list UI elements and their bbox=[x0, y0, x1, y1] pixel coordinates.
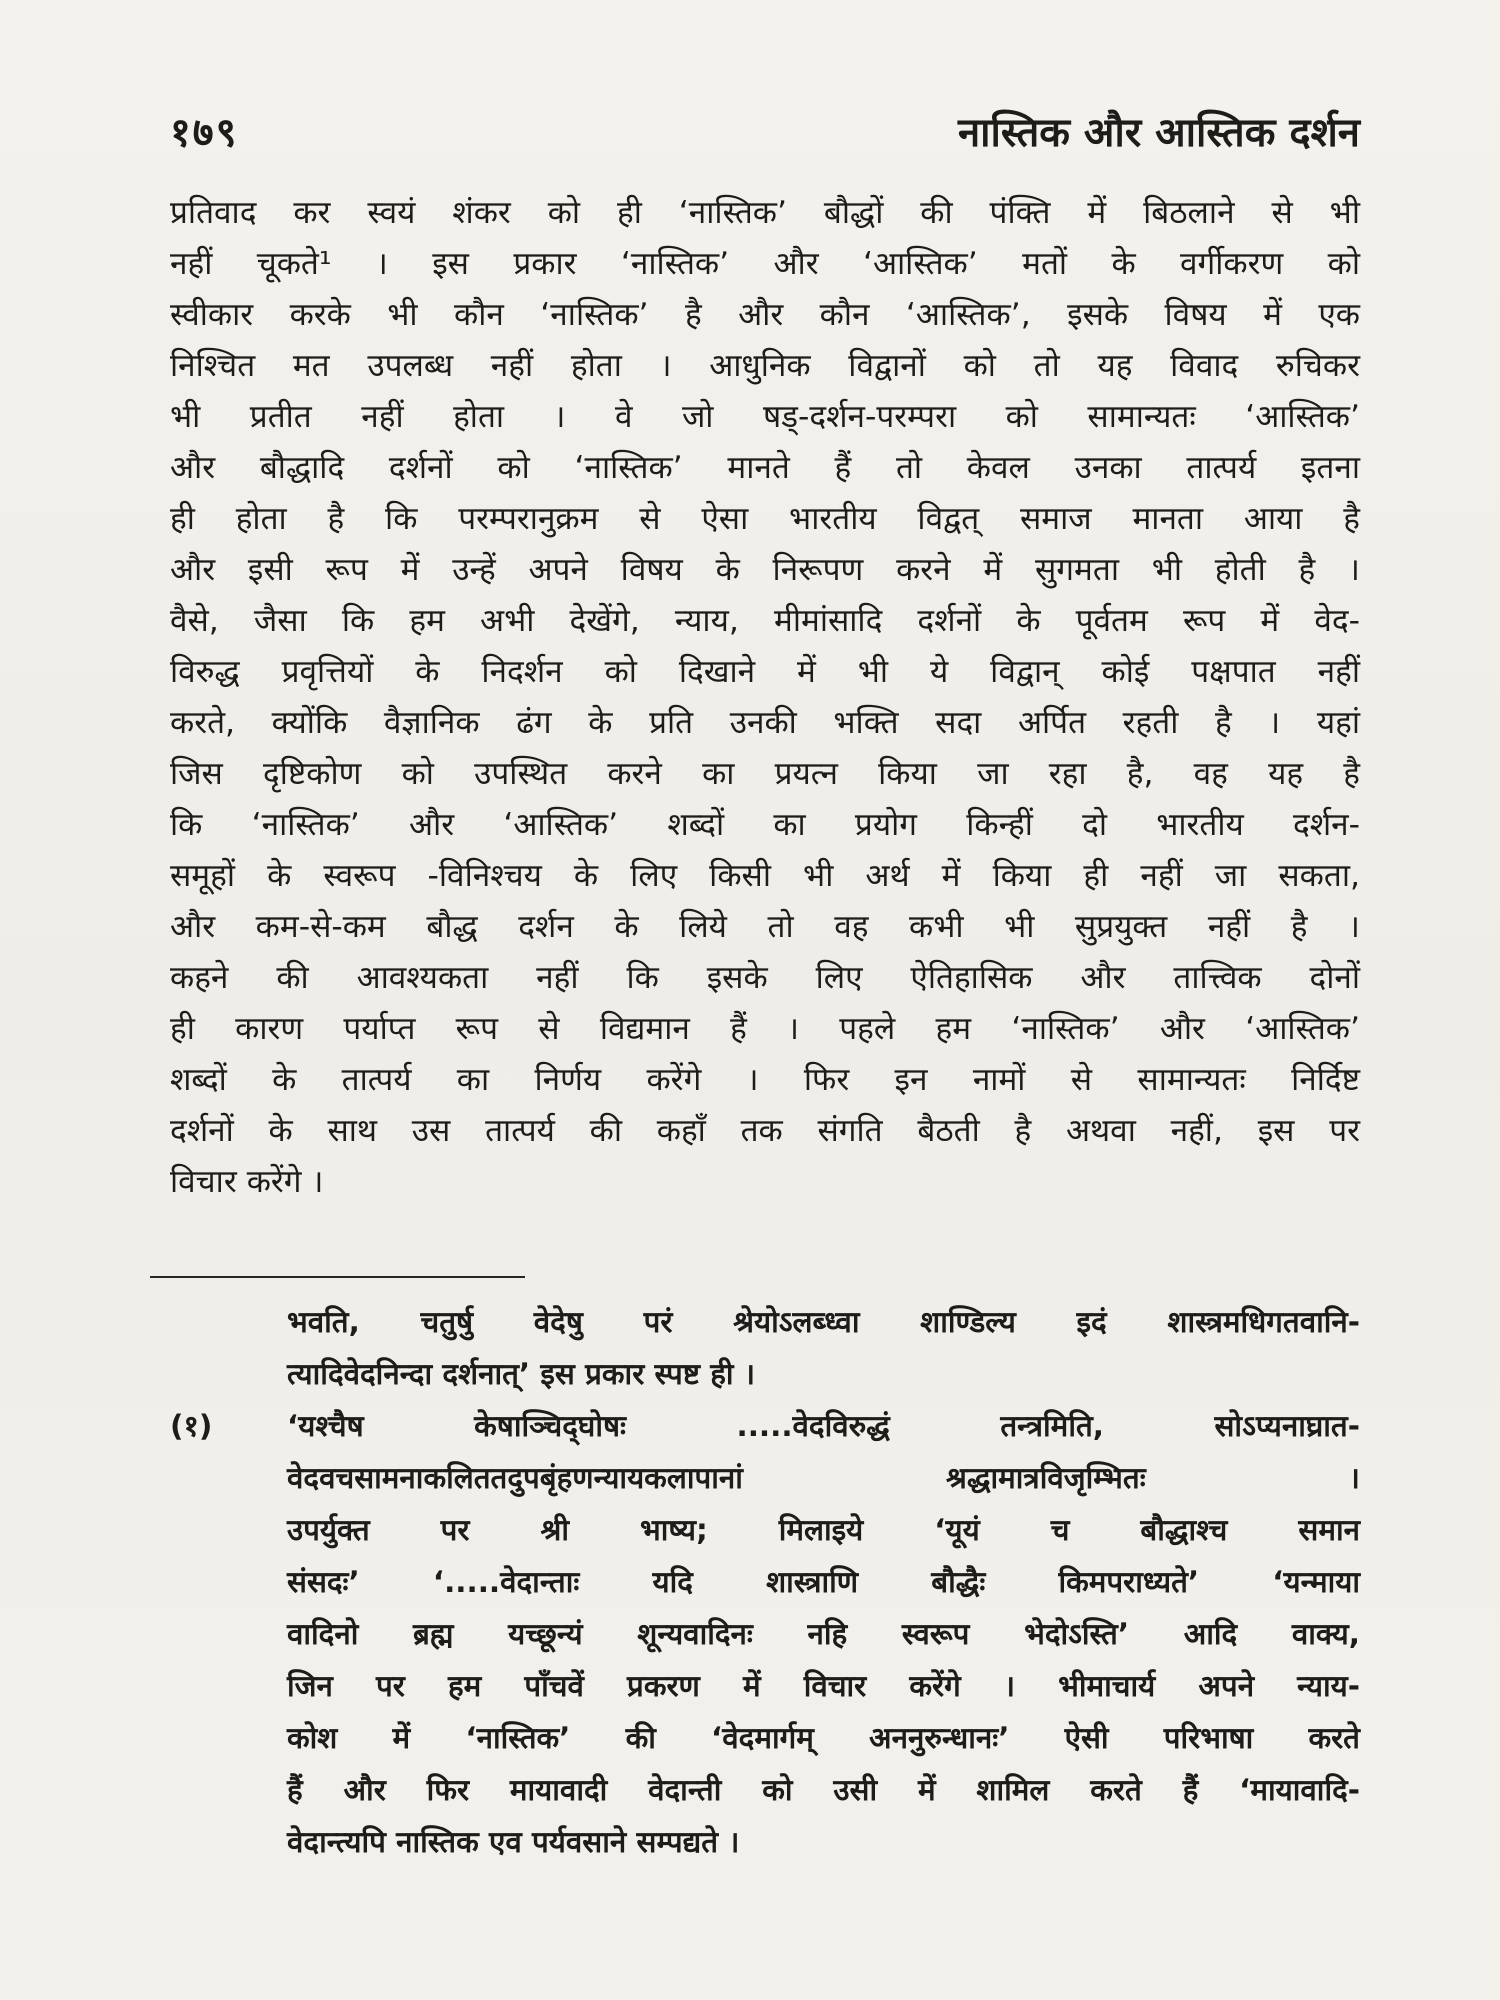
text-line: करते, क्योंकि वैज्ञानिक ढंग के प्रति उनकी भक्ति सदा अर्पित रहती है । यहां bbox=[170, 705, 1360, 741]
text-line: स्वीकार करके भी कौन ‘नास्तिक’ है और कौन ‘आस्तिक’, इसके विषय में एक bbox=[170, 297, 1360, 333]
footnotes bbox=[170, 1296, 1360, 1868]
footnote-text: ‘यश्चैष केषाञ्चिद्‌घोषः .....वेदविरुद्धं तन्त्रमिति, सोऽप्यनाघ्रात- bbox=[287, 1409, 1360, 1443]
footnote-line: उपर्युक्त पर श्री भाष्य; मिलाइये ‘यूयं च बौद्धाश्च समान bbox=[287, 1513, 1360, 1547]
footnote-line: हैं और फिर मायावादी वेदान्ती को उसी में शामिल करते हैं ‘मायावादि- bbox=[287, 1773, 1360, 1807]
footnote-line: वादिनो ब्रह्म यच्छून्यं शून्यवादिनः नहि स्वरूप भेदोऽस्ति’ आदि वाक्य, bbox=[287, 1617, 1360, 1651]
text-line: और इसी रूप में उन्हें अपने विषय के निरूपण करने में सुगमता भी होती है । bbox=[170, 552, 1360, 588]
footnote-continuation-line: भवति, चतुर्षु वेदेषु परं श्रेयोऽलब्ध्वा शाण्डिल्य इदं शास्त्रमधिगतवानि- bbox=[287, 1305, 1360, 1339]
text-line: ही होता है कि परम्परानुक्रम से ऐसा भारतीय विद्वत् समाज मानता आया है bbox=[170, 501, 1360, 537]
text-line: कि ‘नास्तिक’ और ‘आस्तिक’ शब्दों का प्रयोग किन्हीं दो भारतीय दर्शन- bbox=[170, 807, 1360, 843]
text-line: दर्शनों के साथ उस तात्पर्य की कहाँ तक संगति बैठती है अथवा नहीं, इस पर bbox=[170, 1113, 1360, 1149]
footnote-line: वेदवचसामनाकलिततदुपबृंहणन्यायकलापानां श्रद्धामात्रविजृम्भितः । bbox=[287, 1461, 1360, 1495]
text-line: वैसे, जैसा कि हम अभी देखेंगे, न्याय, मीमांसादि दर्शनों के पूर्वतम रूप में वेद- bbox=[170, 603, 1360, 639]
footnote-line: संसदः’ ‘.....वेदान्ताः यदि शास्त्राणि बौद्धैः किमपराध्यते’ ‘यन्माया bbox=[287, 1565, 1360, 1599]
text-line: और कम-से-कम बौद्ध दर्शन के लिये तो वह कभी भी सुप्रयुक्त नहीं है । bbox=[170, 909, 1360, 945]
page-header bbox=[170, 103, 1360, 163]
text-line: शब्दों के तात्पर्य का निर्णय करेंगे । फिर इन नामों से सामान्यतः निर्दिष्ट bbox=[170, 1062, 1360, 1098]
footnote-line: वेदान्त्यपि नास्तिक एव पर्यवसाने सम्पद्यते । bbox=[287, 1825, 740, 1859]
footnote-line: कोश में ‘नास्तिक’ की ‘वेदमार्गम् अननुरुन्धानः’ ऐसी परिभाषा करते bbox=[287, 1721, 1360, 1755]
text-line: समूहों के स्वरूप -विनिश्चय के लिए किसी भी अर्थ में किया ही नहीं जा सकता, bbox=[170, 858, 1360, 894]
text-line: प्रतिवाद कर स्वयं शंकर को ही ‘नास्तिक’ बौद्धों की पंक्ति में बिठलाने से भी bbox=[170, 195, 1360, 231]
footnote-divider bbox=[150, 1276, 525, 1278]
running-title: नास्तिक और आस्तिक दर्शन bbox=[957, 110, 1360, 156]
text-line: नहीं चूकते¹ । इस प्रकार ‘नास्तिक’ और ‘आस्तिक’ मतों के वर्गीकरण को bbox=[170, 246, 1360, 282]
body-paragraph bbox=[170, 188, 1360, 1208]
text-line: और बौद्धादि दर्शनों को ‘नास्तिक’ मानते हैं तो केवल उनका तात्पर्य इतना bbox=[170, 450, 1360, 486]
page-number: १७९ bbox=[170, 110, 239, 156]
text-line: जिस दृष्टिकोण को उपस्थित करने का प्रयत्न किया जा रहा है, वह यह है bbox=[170, 756, 1360, 792]
text-line: भी प्रतीत नहीं होता । वे जो षड्-दर्शन-परम्परा को सामान्यतः ‘आस्तिक’ bbox=[170, 399, 1360, 435]
footnote-marker: (१) bbox=[170, 1409, 213, 1443]
footnote-continuation-line: त्यादिवेदनिन्दा दर्शनात्’ इस प्रकार स्पष्ट ही । bbox=[287, 1357, 756, 1391]
text-line: विरुद्ध प्रवृत्तियों के निदर्शन को दिखाने में भी ये विद्वान् कोई पक्षपात नहीं bbox=[170, 654, 1360, 690]
text-line: निश्चित मत उपलब्ध नहीं होता । आधुनिक विद्वानों को तो यह विवाद रुचिकर bbox=[170, 348, 1360, 384]
footnote-line: जिन पर हम पाँचवें प्रकरण में विचार करेंगे । भीमाचार्य अपने न्याय- bbox=[287, 1669, 1360, 1703]
footnote-1-first-line bbox=[170, 1400, 1360, 1452]
text-line: ही कारण पर्याप्त रूप से विद्यमान हैं । पहले हम ‘नास्तिक’ और ‘आस्तिक’ bbox=[170, 1011, 1360, 1047]
text-line: विचार करेंगे । bbox=[170, 1164, 324, 1200]
text-line: कहने की आवश्यकता नहीं कि इसके लिए ऐतिहासिक और तात्त्विक दोनों bbox=[170, 960, 1360, 996]
